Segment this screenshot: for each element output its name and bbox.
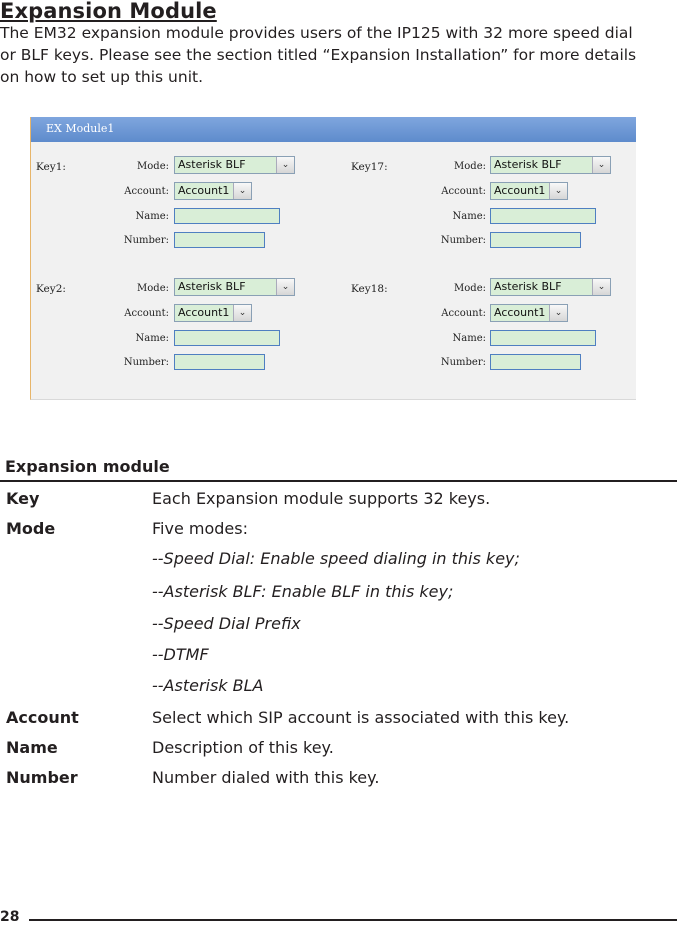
desc-key: Each Expansion module supports 32 keys. bbox=[152, 489, 491, 508]
account-select[interactable] bbox=[174, 304, 252, 322]
intro-line: or BLF keys. Please see the section titled “Expansion Installation” for more details bbox=[0, 46, 637, 64]
name-input[interactable] bbox=[490, 208, 596, 224]
chevron-down-icon: ⌄ bbox=[549, 305, 567, 321]
mode-select[interactable] bbox=[490, 278, 611, 296]
name-label: Name: bbox=[452, 211, 486, 222]
mode-option: --Speed Dial Prefix bbox=[152, 614, 301, 633]
key-label: Key2: bbox=[36, 283, 66, 295]
chevron-down-icon: ⌄ bbox=[592, 279, 610, 295]
desc-mode: Five modes: bbox=[152, 519, 248, 538]
key-label: Key1: bbox=[36, 161, 66, 173]
account-value: Account1 bbox=[178, 306, 230, 319]
footer-divider bbox=[29, 919, 677, 921]
number-input[interactable] bbox=[490, 354, 581, 370]
mode-value: Asterisk BLF bbox=[178, 158, 246, 171]
mode-label: Mode: bbox=[137, 161, 169, 172]
term-account: Account bbox=[6, 708, 79, 727]
desc-name: Description of this key. bbox=[152, 738, 334, 757]
number-input[interactable] bbox=[174, 354, 265, 370]
mode-label: Mode: bbox=[137, 283, 169, 294]
page-title: Expansion Module bbox=[0, 0, 217, 23]
term-mode: Mode bbox=[6, 519, 56, 538]
chevron-down-icon: ⌄ bbox=[276, 157, 294, 173]
intro-line: The EM32 expansion module provides users of the IP125 with 32 more speed dial bbox=[0, 24, 633, 42]
mode-option: --Asterisk BLF: Enable BLF in this key; bbox=[152, 582, 454, 601]
account-label: Account: bbox=[441, 186, 486, 197]
intro-line: on how to set up this unit. bbox=[0, 68, 204, 86]
key-label: Key18: bbox=[351, 283, 388, 295]
mode-value: Asterisk BLF bbox=[494, 280, 562, 293]
term-name: Name bbox=[6, 738, 58, 757]
name-input[interactable] bbox=[174, 208, 280, 224]
page-number: 28 bbox=[0, 909, 20, 925]
number-label: Number: bbox=[123, 357, 169, 368]
account-label: Account: bbox=[124, 186, 169, 197]
chevron-down-icon: ⌄ bbox=[233, 183, 251, 199]
desc-account: Select which SIP account is associated with this key. bbox=[152, 708, 570, 727]
account-select[interactable] bbox=[490, 304, 568, 322]
number-label: Number: bbox=[440, 235, 486, 246]
account-value: Account1 bbox=[494, 306, 546, 319]
divider bbox=[0, 480, 677, 482]
intro-paragraph bbox=[0, 22, 677, 88]
name-label: Name: bbox=[135, 211, 169, 222]
chevron-down-icon: ⌄ bbox=[549, 183, 567, 199]
account-label: Account: bbox=[441, 308, 486, 319]
mode-label: Mode: bbox=[454, 283, 486, 294]
term-key: Key bbox=[6, 489, 40, 508]
account-value: Account1 bbox=[178, 184, 230, 197]
mode-option: --DTMF bbox=[152, 645, 209, 664]
key-label: Key17: bbox=[351, 161, 388, 173]
chevron-down-icon: ⌄ bbox=[276, 279, 294, 295]
mode-value: Asterisk BLF bbox=[178, 280, 246, 293]
account-select[interactable] bbox=[490, 182, 568, 200]
number-label: Number: bbox=[123, 235, 169, 246]
panel-header bbox=[31, 117, 636, 142]
mode-option: --Speed Dial: Enable speed dialing in this key; bbox=[152, 549, 520, 568]
number-input[interactable] bbox=[490, 232, 581, 248]
name-input[interactable] bbox=[174, 330, 280, 346]
number-label: Number: bbox=[440, 357, 486, 368]
name-input[interactable] bbox=[490, 330, 596, 346]
mode-select[interactable] bbox=[490, 156, 611, 174]
panel-title: EX Module1 bbox=[46, 122, 115, 135]
number-input[interactable] bbox=[174, 232, 265, 248]
mode-select[interactable] bbox=[174, 278, 295, 296]
chevron-down-icon: ⌄ bbox=[233, 305, 251, 321]
chevron-down-icon: ⌄ bbox=[592, 157, 610, 173]
term-number: Number bbox=[6, 768, 78, 787]
mode-option: --Asterisk BLA bbox=[152, 676, 264, 695]
table-title: Expansion module bbox=[5, 457, 170, 476]
account-select[interactable] bbox=[174, 182, 252, 200]
mode-value: Asterisk BLF bbox=[494, 158, 562, 171]
mode-select[interactable] bbox=[174, 156, 295, 174]
desc-number: Number dialed with this key. bbox=[152, 768, 380, 787]
account-label: Account: bbox=[124, 308, 169, 319]
name-label: Name: bbox=[135, 333, 169, 344]
mode-label: Mode: bbox=[454, 161, 486, 172]
name-label: Name: bbox=[452, 333, 486, 344]
account-value: Account1 bbox=[494, 184, 546, 197]
expansion-module-screenshot bbox=[30, 117, 636, 400]
